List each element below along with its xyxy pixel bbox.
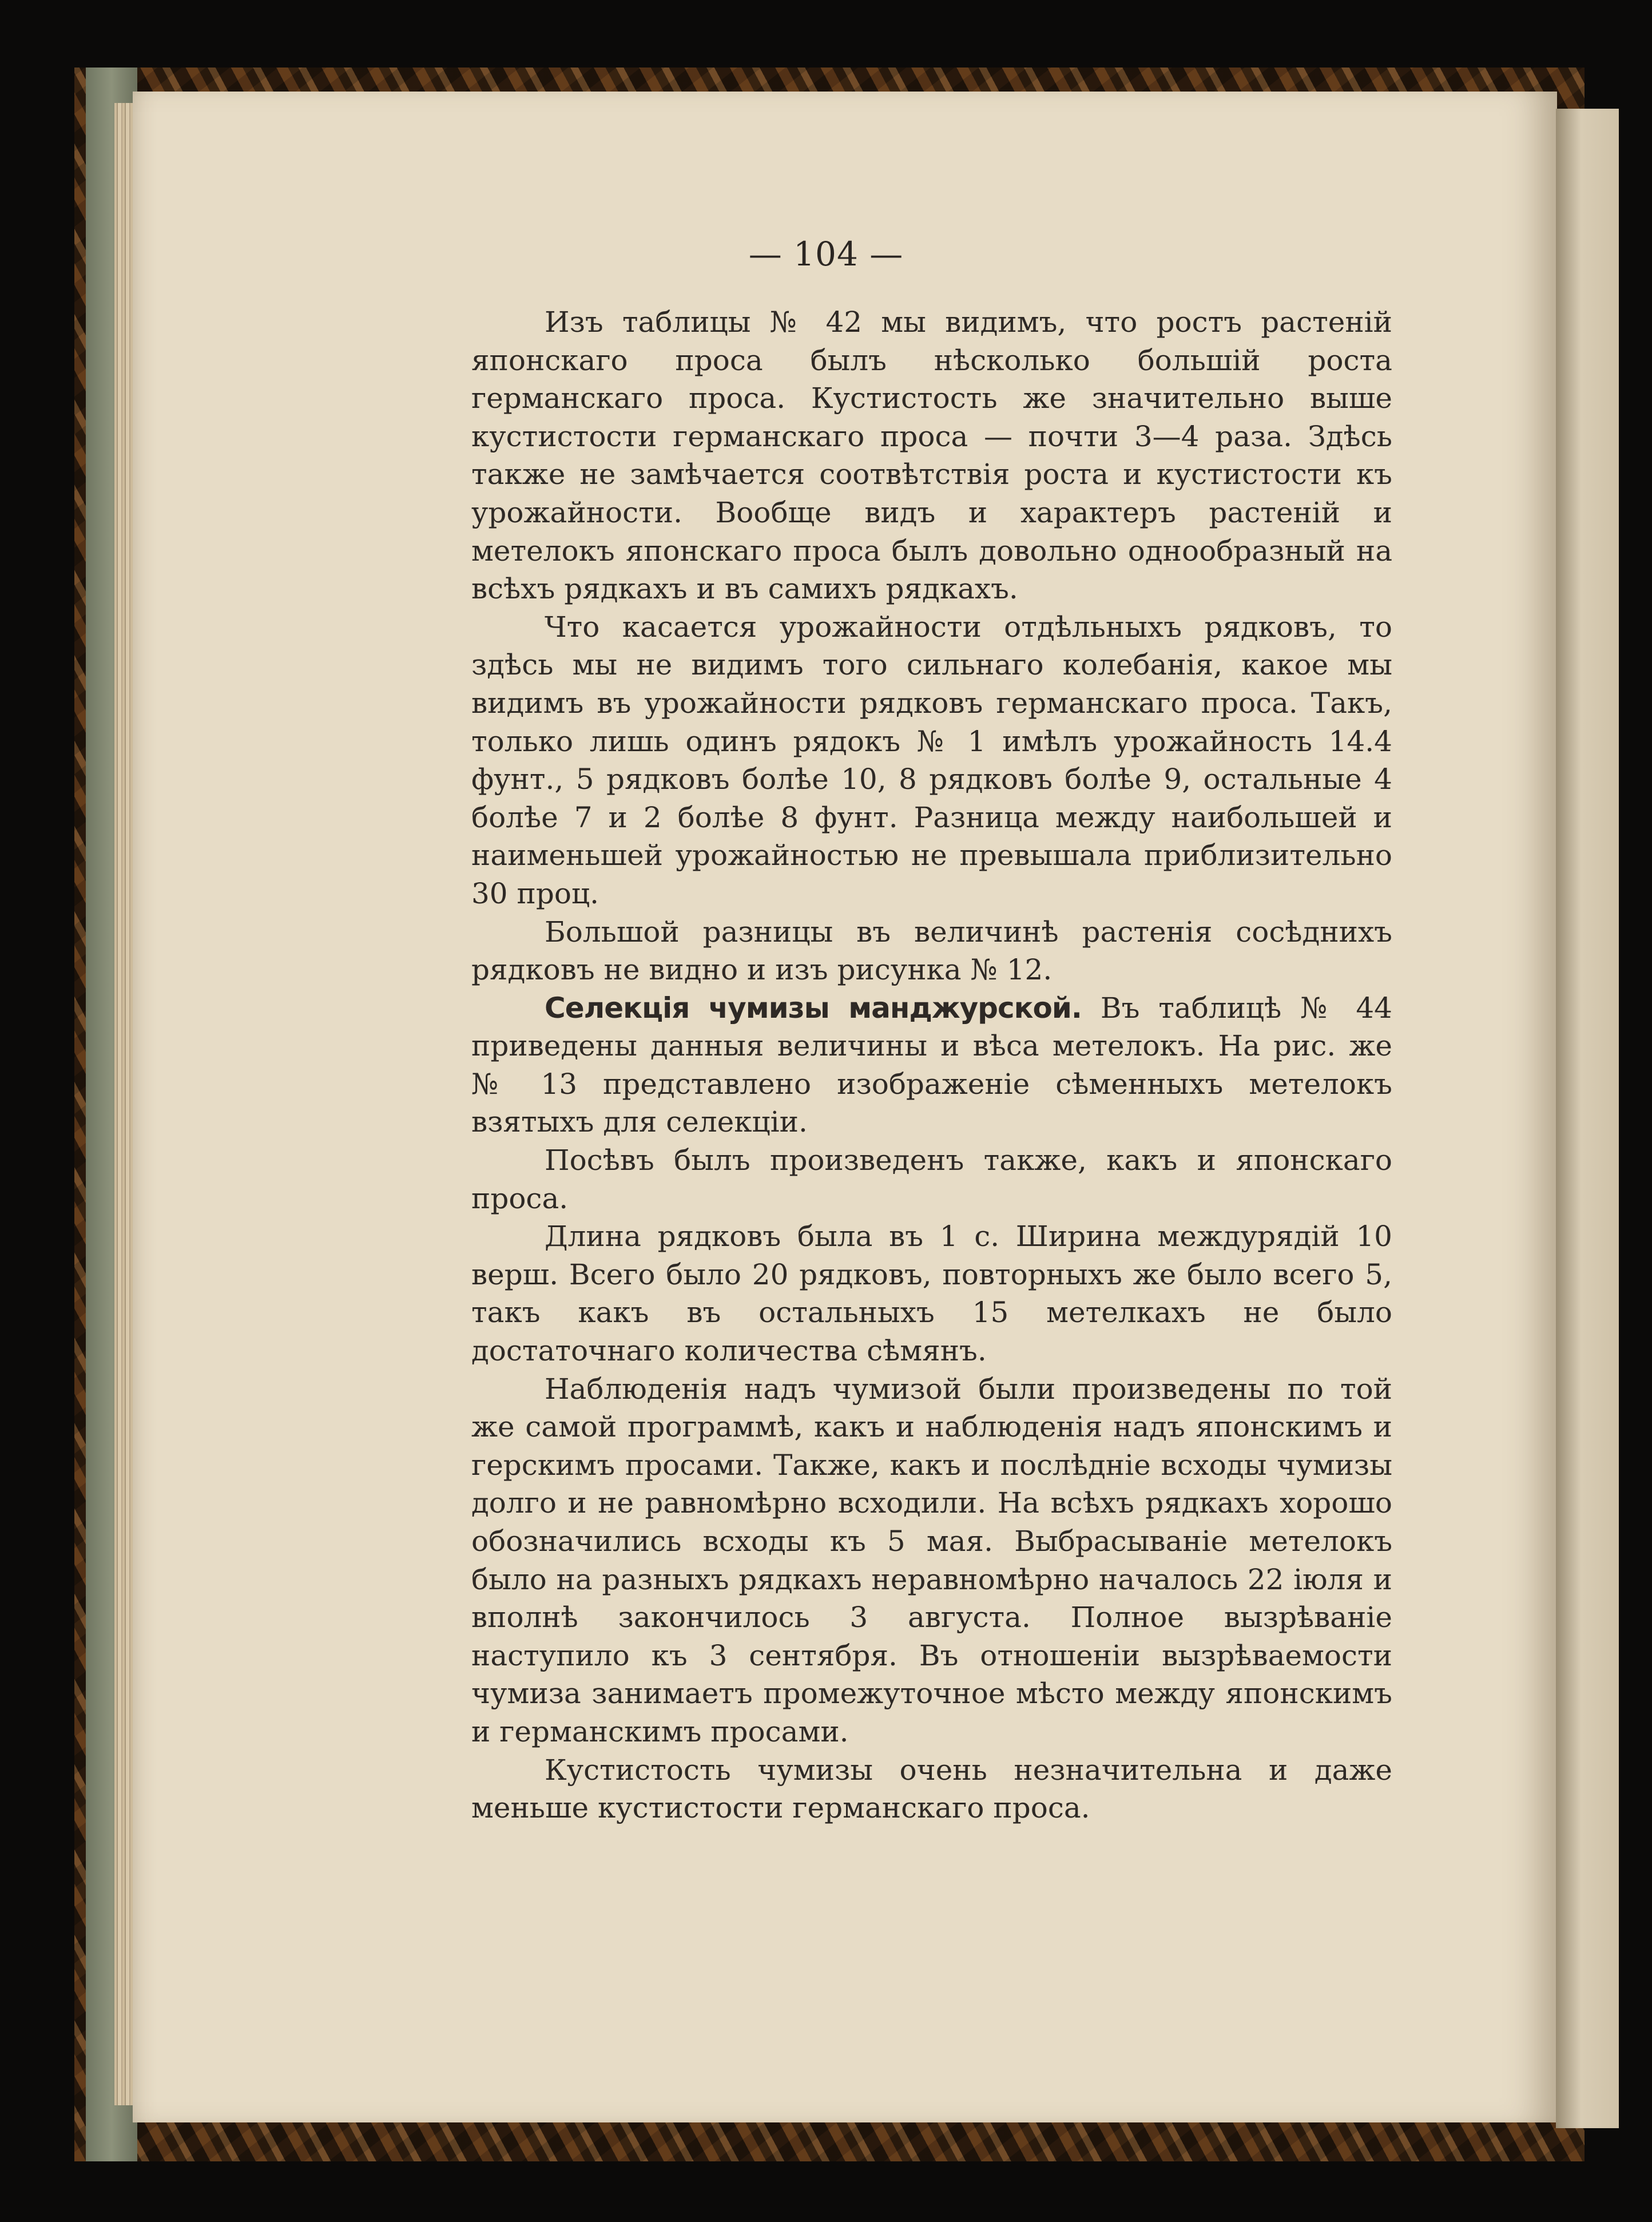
page-number: — 104 — bbox=[748, 235, 904, 273]
paragraph-3: Большой разницы въ величинѣ растенія сосѣднихъ рядковъ не видно и изъ рисунка № 12. bbox=[471, 915, 1392, 987]
paragraph-4 bbox=[471, 989, 1392, 1141]
paragraph-2: Что касается урожайности отдѣльныхъ рядковъ, то здѣсь мы не видимъ того сильнаго колебанія, какое мы видимъ въ урожайности рядковъ германскаго проса. Такъ, только лишь одинъ рядокъ № 1 имѣлъ урожайность 14.4 фунт., 5 рядковъ болѣе 10, 8 рядковъ болѣе 9, остальные 4 болѣе 7 и 2 болѣе 8 фунт. Разница между наибольшей и наименьшей урожайностью не превышала приблизительно 30 проц. bbox=[471, 610, 1392, 910]
section-heading: Селекція чумизы манджурской. bbox=[545, 991, 1082, 1025]
paragraph-6: Длина рядковъ была въ 1 с. Ширина междурядій 10 верш. Всего было 20 рядковъ, повторныхъ же было всего 5, такъ какъ въ остальныхъ 15 метелкахъ не было достаточнаго количества сѣмянъ. bbox=[471, 1220, 1392, 1368]
paragraph-7: Наблюденія надъ чумизой были произведены по той же самой программѣ, какъ и наблюденія надъ японскимъ и герскимъ просами. Также, какъ и послѣдніе всходы чумизы долго и не равномѣрно всходили. На всѣхъ рядкахъ хорошо обозначились всходы къ 5 мая. Выбрасываніе метелокъ было на разныхъ рядкахъ неравномѣрно началось 22 іюля и вполнѣ закончилось 3 августа. Полное вызрѣваніе наступило къ 3 сентября. Въ отношеніи вызрѣваемости чумиза занимаетъ промежуточное мѣсто между японскимъ и германскимъ просами. bbox=[471, 1372, 1392, 1748]
paragraph-1: Изъ таблицы № 42 мы видимъ, что ростъ растеній японскаго проса былъ нѣсколько большій роста германскаго проса. Кустистость же значительно выше кустистости германскаго проса — почти 3—4 раза. Здѣсь также не замѣчается соотвѣтствія роста и кустистости къ урожайности. Вообще видъ и характеръ растеній и метелокъ японскаго проса былъ довольно однообразный на всѣхъ рядкахъ и въ самихъ рядкахъ. bbox=[471, 305, 1392, 606]
next-page-edge bbox=[1556, 109, 1619, 2128]
body-text bbox=[471, 303, 1392, 1827]
paragraph-4-text: Въ таблицѣ № 44 приведены данныя величины и вѣса метелокъ. На рис. же № 13 представлено изображеніе сѣменныхъ метелокъ взятыхъ для селекціи. bbox=[471, 991, 1392, 1139]
paragraph-8: Кустистость чумизы очень незначительна и даже меньше кустистости германскаго проса. bbox=[471, 1753, 1392, 1825]
paragraph-5: Посѣвъ былъ произведенъ также, какъ и японскаго проса. bbox=[471, 1144, 1392, 1215]
